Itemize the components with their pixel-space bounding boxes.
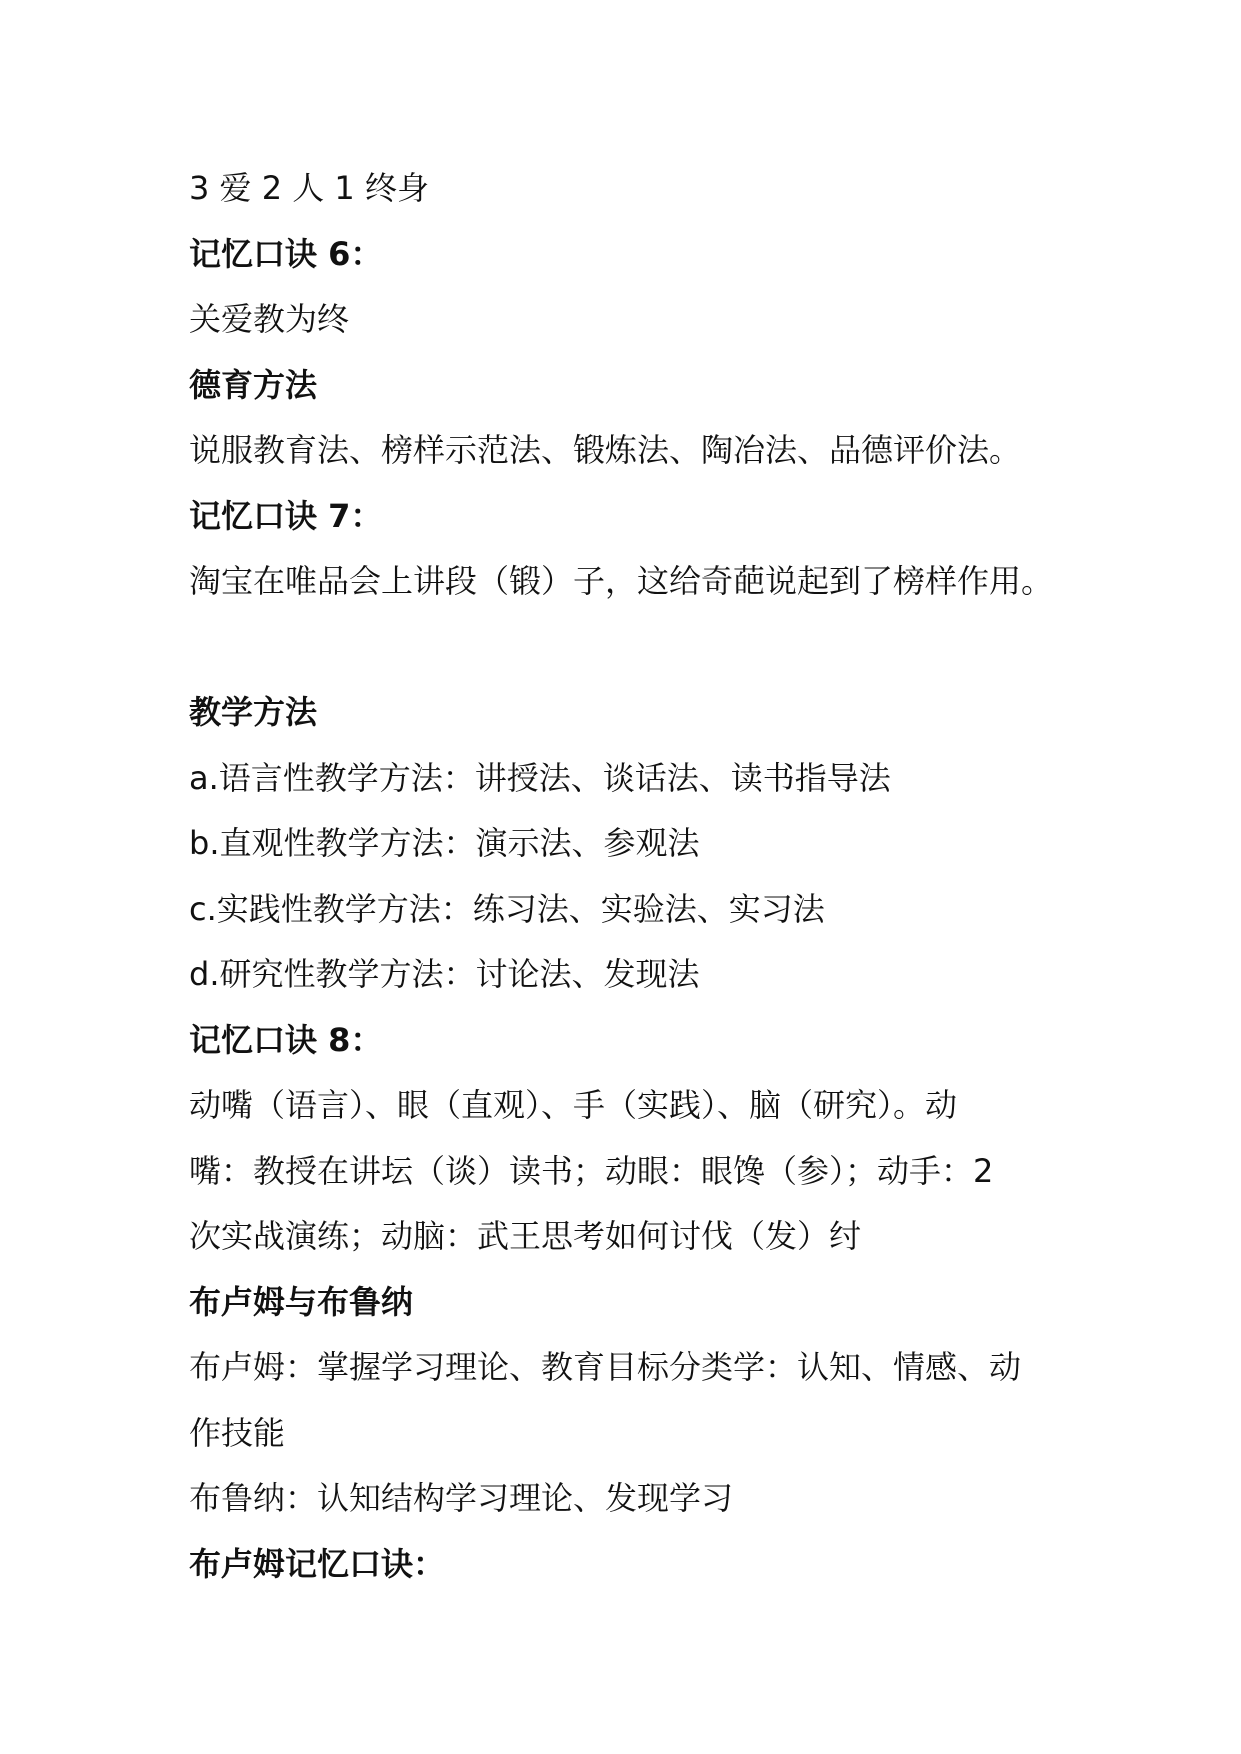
text-line-mnemonic-8-part2: 嘴：教授在讲坛（谈）读书；动眼：眼馋（参）；动手：2 (189, 1151, 994, 1190)
document-body (189, 156, 1069, 1597)
text-line-bloom-part1: 布卢姆：掌握学习理论、教育目标分类学：认知、情感、动 (189, 1348, 1022, 1386)
text-line-moral-methods: 说服教育法、榜样示范法、锻炼法、陶冶法、品德评价法。 (189, 431, 1022, 469)
heading-teaching-methods: 教学方法 (189, 693, 318, 731)
heading-bloom-mnemonic: 布卢姆记忆口诀： (189, 1544, 446, 1583)
text-line-formula: 3 爱 2 人 1 终身 (189, 169, 429, 207)
text-line-mnemonic-8-part1: 动嘴（语言）、眼（直观）、手（实践）、脑（研究）。动 (189, 1086, 958, 1124)
heading-bloom-and-bruner: 布卢姆与布鲁纳 (189, 1282, 414, 1321)
heading-mnemonic-6: 记忆口诀 6： (189, 234, 383, 273)
text-line-method-a: a.语言性教学方法：讲授法、谈话法、读书指导法 (189, 758, 891, 797)
heading-mnemonic-8: 记忆口诀 8： (189, 1020, 383, 1059)
text-line-mnemonic-8-part3: 次实战演练；动脑：武王思考如何讨伐（发）纣 (189, 1217, 862, 1255)
text-line-bruner: 布鲁纳：认知结构学习理论、发现学习 (189, 1479, 734, 1517)
text-line-mnemonic-6: 关爱教为终 (189, 300, 350, 338)
text-line-method-b: b.直观性教学方法：演示法、参观法 (189, 824, 700, 862)
text-line-method-d: d.研究性教学方法：讨论法、发现法 (189, 955, 700, 993)
text-line-method-c: c.实践性教学方法：练习法、实验法、实习法 (189, 889, 825, 928)
heading-mnemonic-7: 记忆口诀 7： (189, 496, 383, 535)
text-line-mnemonic-7: 淘宝在唯品会上讲段（锻）子，这给奇葩说起到了榜样作用。 (189, 562, 1054, 600)
blank-line (189, 615, 1069, 681)
heading-moral-education-methods: 德育方法 (189, 365, 318, 404)
text-line-bloom-part2: 作技能 (189, 1413, 286, 1452)
